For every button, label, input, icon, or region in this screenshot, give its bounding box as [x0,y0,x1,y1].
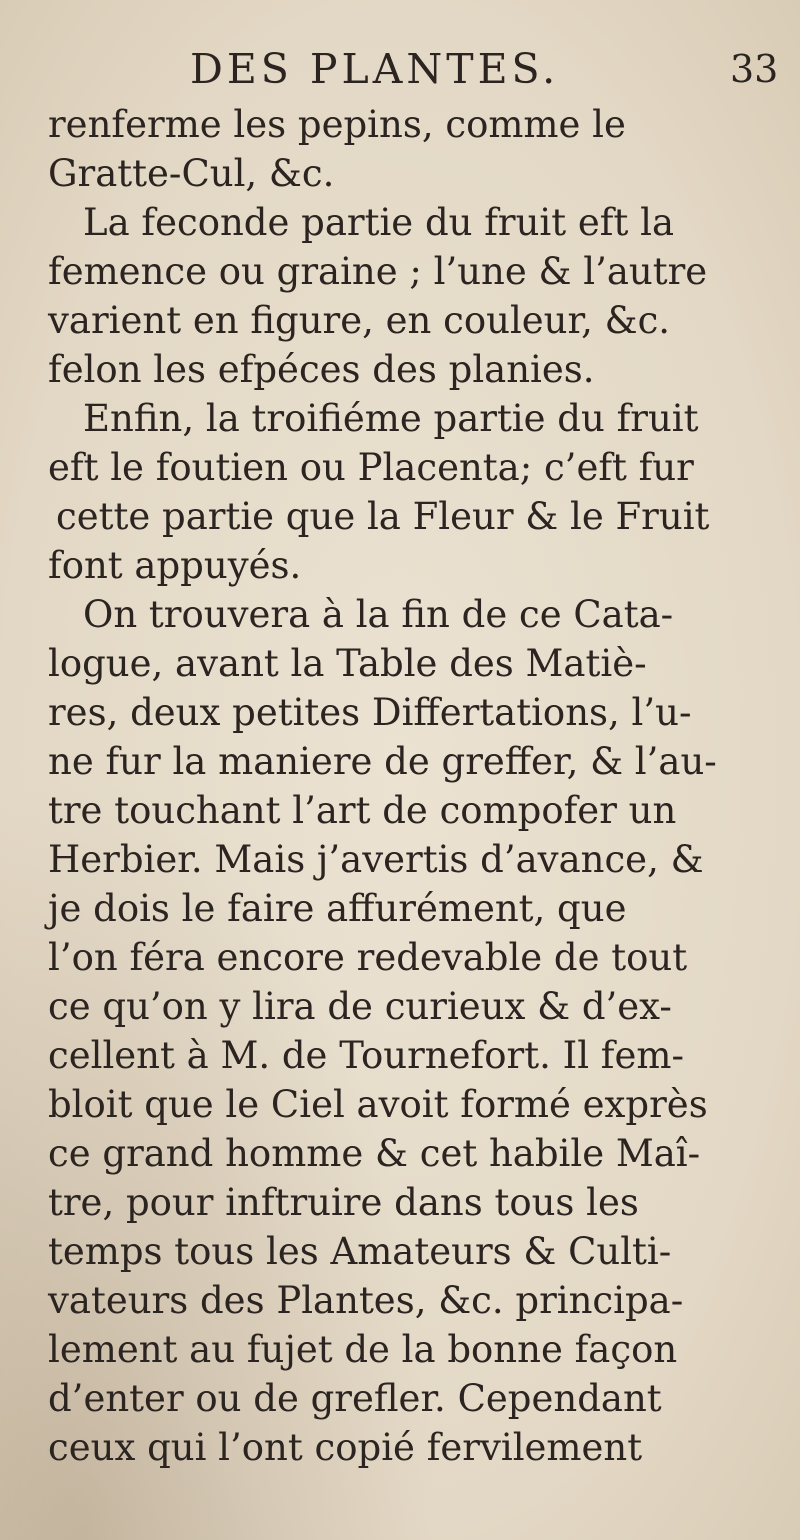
page-number: 33 [730,47,779,91]
text-line: res, deux petites Differtations, l’u- [48,691,692,734]
text-line: ce qu’on y lira de curieux & d’ex- [48,985,672,1028]
text-line: La feconde partie du fruit eft la [83,201,675,244]
text-line: cellent à M. de Tournefort. Il fem- [48,1034,684,1077]
text-line: ce grand homme & cet habile Maî- [48,1132,701,1175]
text-line: On trouvera à la fin de ce Cata- [83,593,674,636]
text-line: Gratte-Cul, &c. [48,152,335,195]
text-line: felon les efpéces des planies. [48,348,595,391]
running-title: DES PLANTES. [190,45,560,93]
text-line: font appuyés. [48,544,302,587]
page-header [0,44,800,94]
text-line: cette partie que la Fleur & le Fruit [56,495,710,538]
text-line: femence ou graine ; l’une & l’autre [48,250,708,293]
text-line: tre, pour inftruire dans tous les [48,1181,639,1224]
text-line: renferme les pepins, comme le [48,103,626,146]
text-line: je dois le faire affurément, que [48,887,627,930]
text-line: Enfin, la troifiéme partie du fruit [83,397,699,440]
text-line: temps tous les Amateurs & Culti- [48,1230,672,1273]
text-line: eft le foutien ou Placenta; c’eft fur [48,446,694,489]
text-line: ne fur la maniere de greffer, & l’au- [48,740,717,783]
text-line: bloit que le Ciel avoit formé exprès [48,1083,708,1126]
text-line: logue, avant la Table des Matiè- [48,642,647,685]
text-line: lement au fujet de la bonne façon [48,1328,678,1371]
text-line: l’on féra encore redevable de tout [48,936,688,979]
text-line: varient en figure, en couleur, &c. [48,299,671,342]
text-line: Herbier. Mais j’avertis d’avance, & [48,838,704,881]
text-line: tre touchant l’art de compofer un [48,789,677,832]
text-line: d’enter ou de grefler. Cependant [48,1377,662,1420]
text-line: vateurs des Plantes, &c. principa- [48,1279,684,1322]
body-text [48,100,768,1472]
text-line: ceux qui l’ont copié fervilement [48,1426,643,1469]
